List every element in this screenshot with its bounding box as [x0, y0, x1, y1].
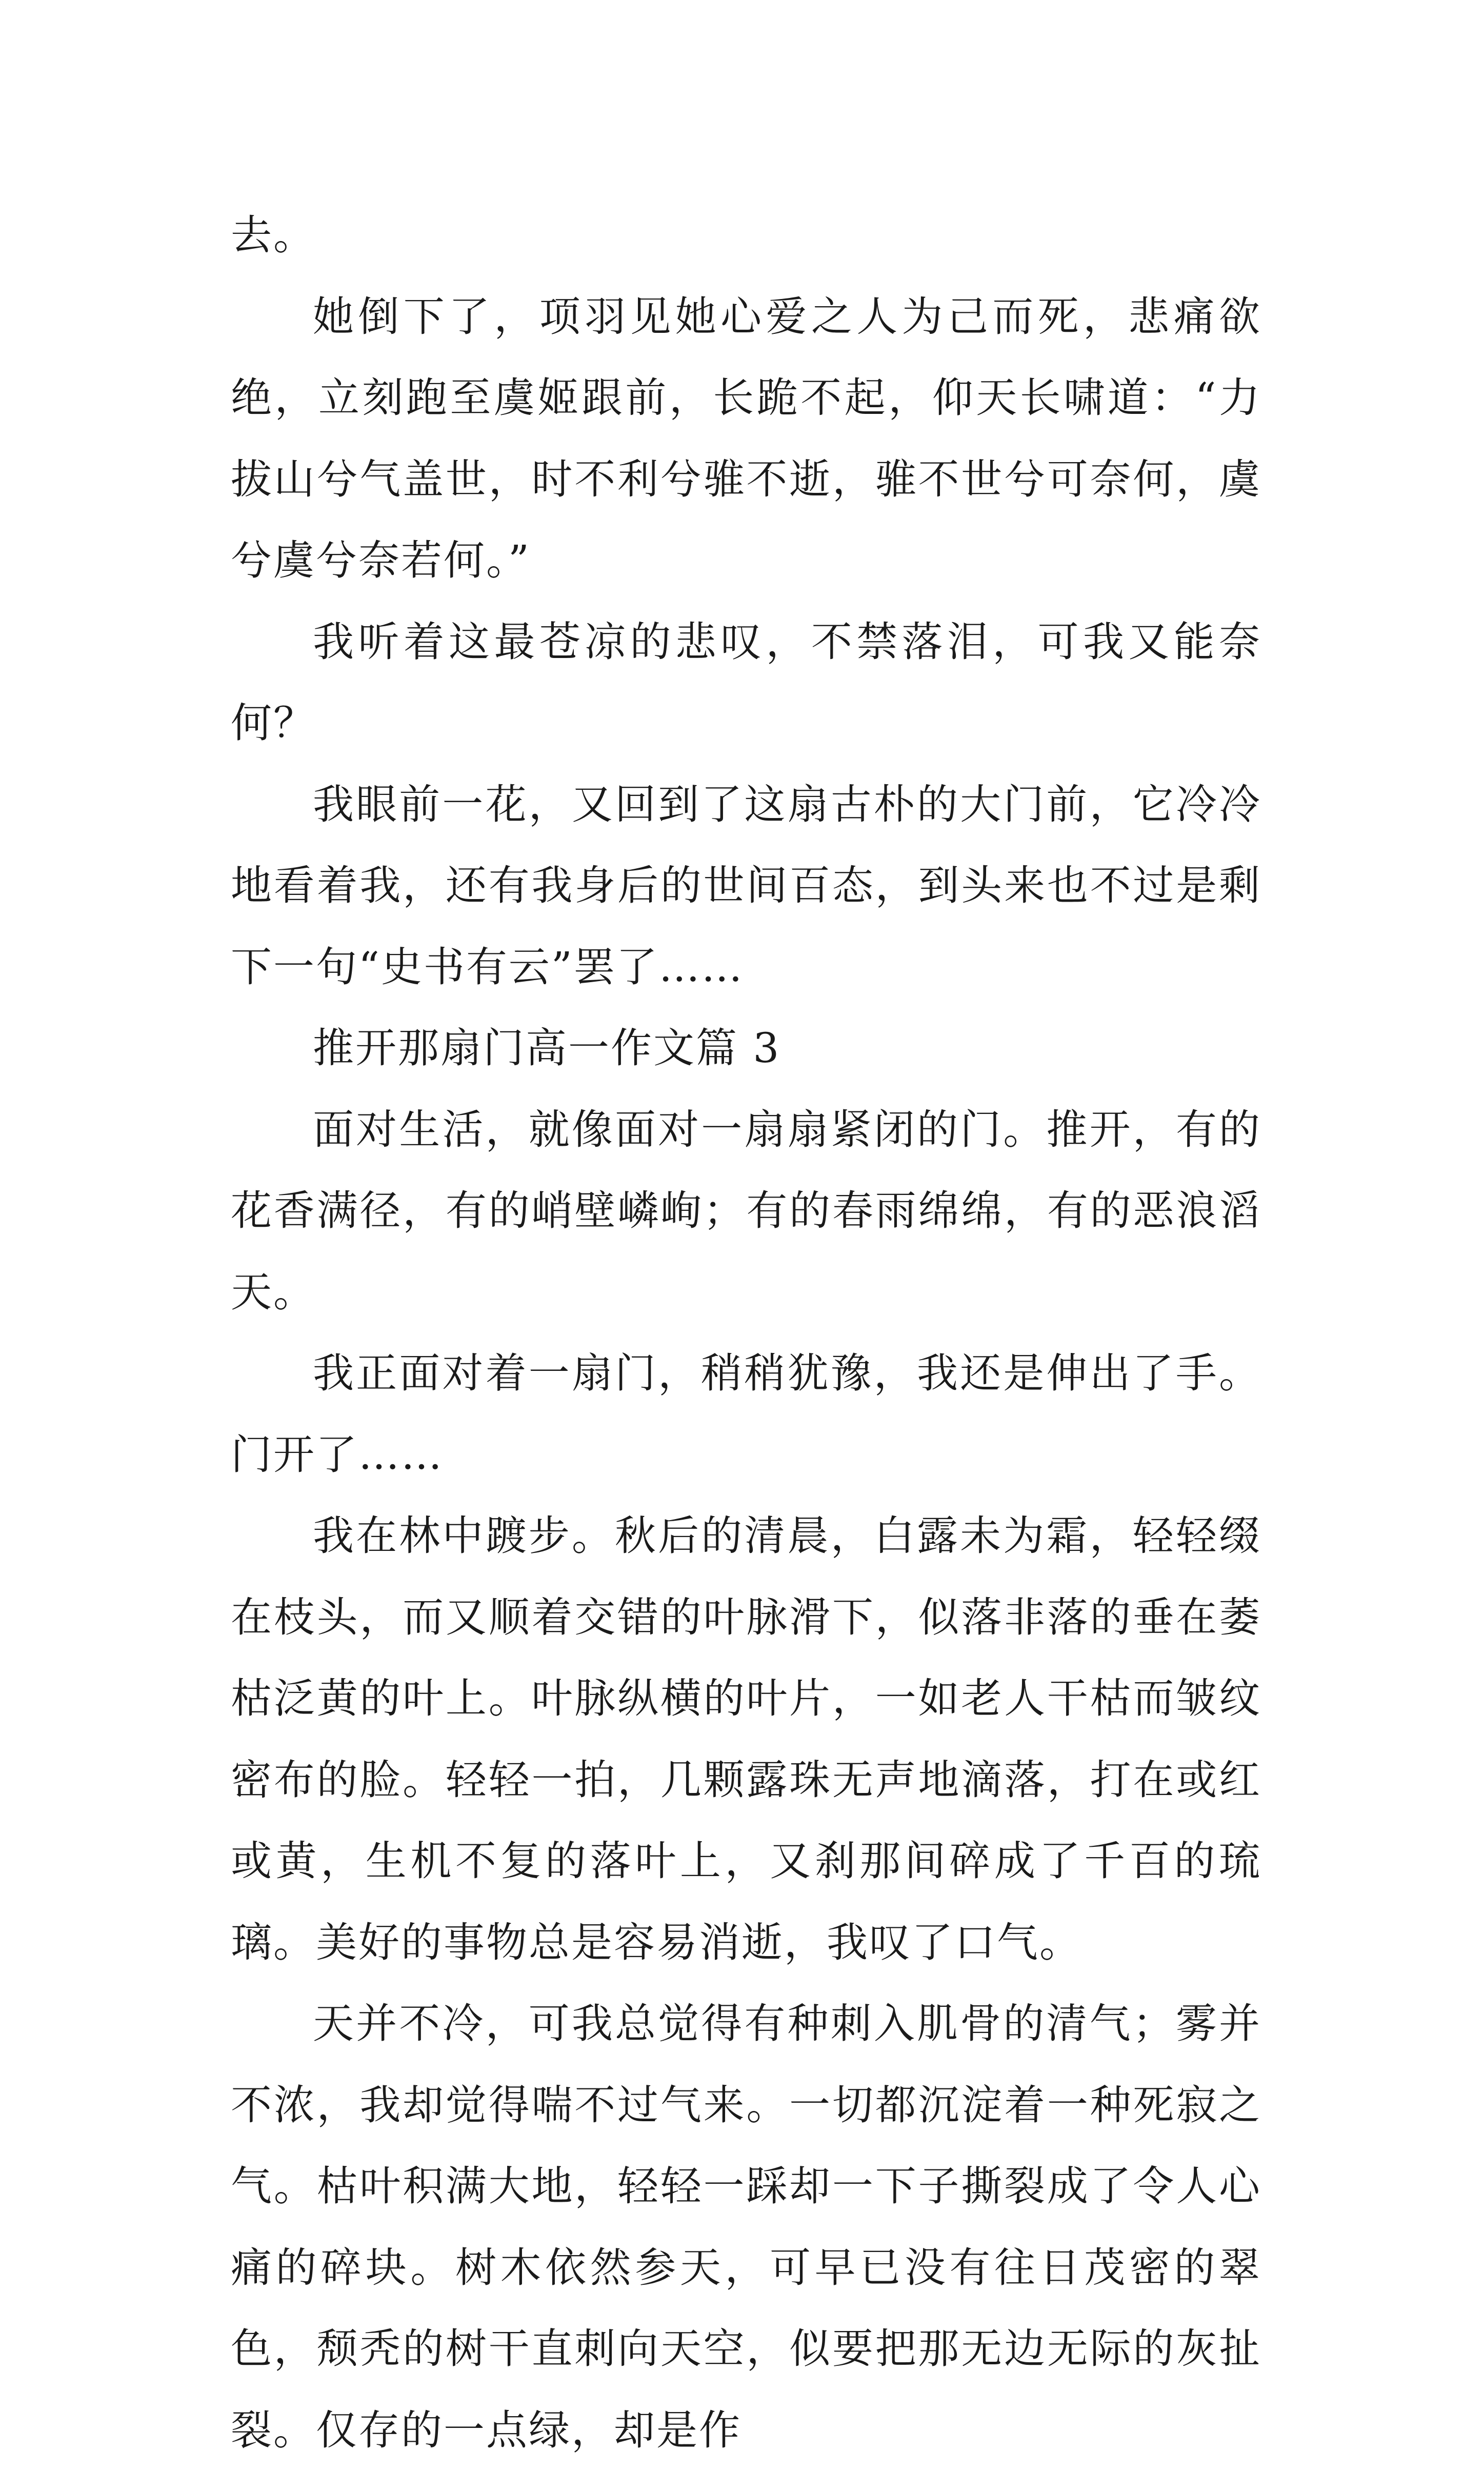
paragraph-6: 面对生活，就像面对一扇扇紧闭的门。推开，有的花香满径，有的峭壁嶙峋；有的春雨绵绵，有的恶浪滔天。: [231, 1105, 1261, 1316]
paragraph-8: 我在林中踱步。秋后的清晨，白露未为霜，轻轻缀在枝头，而又顺着交错的叶脉滑下，似落非落的垂在萎枯泛黄的叶上。叶脉纵横的叶片，一如老人干枯而皱纹密布的脸。轻轻一拍，几颗露珠无声地滴落，打在或红或黄，生机不复的落叶上，又刹那间碎成了千百的琉璃。美好的事物总是容易消逝，我叹了口气。: [231, 1512, 1261, 1966]
paragraph-1: 去。: [231, 211, 316, 259]
paragraph-3: 我听着这最苍凉的悲叹，不禁落泪，可我又能奈何？: [231, 617, 1261, 747]
paragraph-9: 天并不冷，可我总觉得有种刺入肌骨的清气；雾并不浓，我却觉得喘不过气来。一切都沉淀着一种死寂之气。枯叶积满大地，轻轻一踩却一下子撕裂成了令人心痛的碎块。树木依然参天，可早已没有往日茂密的翠色，颓秃的树干直刺向天空，似要把那无边无际的灰扯裂。仅存的一点绿，却是作: [231, 2000, 1261, 2454]
paragraph-2: 她倒下了，项羽见她心爱之人为己而死，悲痛欲绝，立刻跑至虞姬跟前，长跪不起，仰天长啸道：“力拔山兮气盖世，时不利兮骓不逝，骓不世兮可奈何，虞兮虞兮奈若何。”: [231, 292, 1261, 584]
paragraph-7: 我正面对着一扇门，稍稍犹豫，我还是伸出了手。门开了……: [231, 1349, 1261, 1479]
section-heading: 推开那扇门高一作文篇 3: [313, 1024, 781, 1072]
document-body: [231, 195, 1261, 2471]
paragraph-4: 我眼前一花，又回到了这扇古朴的大门前，它冷冷地看着我，还有我身后的世间百态，到头来也不过是剩下一句“史书有云”罢了……: [231, 780, 1261, 991]
